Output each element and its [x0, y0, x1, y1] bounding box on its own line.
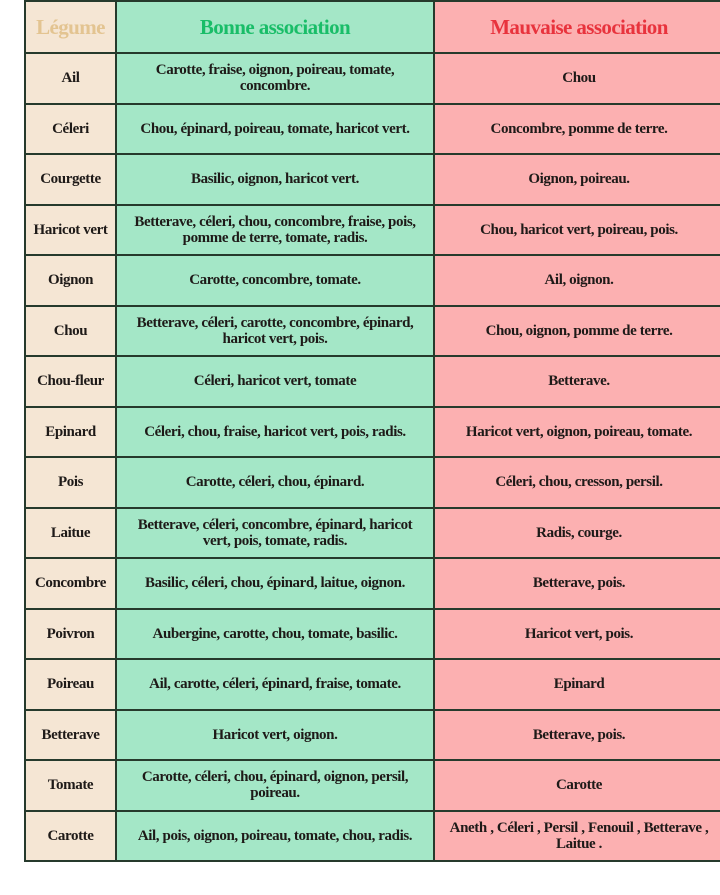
header-row	[25, 1, 720, 53]
table-row	[25, 356, 720, 407]
good-association-cell: Haricot vert, oignon.	[116, 710, 434, 761]
table-row	[25, 255, 720, 306]
table-row	[25, 154, 720, 205]
header-vegetable: Légume	[25, 1, 116, 53]
bad-association-cell: Aneth , Céleri , Persil , Fenouil , Betterave , Laitue .	[434, 811, 720, 862]
vegetable-cell: Pois	[25, 457, 116, 508]
header-good-association: Bonne association	[116, 1, 434, 53]
bad-association-cell: Haricot vert, oignon, poireau, tomate.	[434, 407, 720, 458]
bad-association-cell: Haricot vert, pois.	[434, 609, 720, 660]
table-row	[25, 306, 720, 357]
table-row	[25, 558, 720, 609]
vegetable-cell: Poivron	[25, 609, 116, 660]
table-row	[25, 407, 720, 458]
bad-association-cell: Chou, haricot vert, poireau, pois.	[434, 205, 720, 256]
table-row	[25, 457, 720, 508]
vegetable-cell: Chou-fleur	[25, 356, 116, 407]
bad-association-cell: Carotte	[434, 760, 720, 811]
vegetable-cell: Haricot vert	[25, 205, 116, 256]
good-association-cell: Chou, épinard, poireau, tomate, haricot vert.	[116, 104, 434, 155]
table-row	[25, 710, 720, 761]
bad-association-cell: Chou, oignon, pomme de terre.	[434, 306, 720, 357]
vegetable-cell: Carotte	[25, 811, 116, 862]
vegetable-cell: Poireau	[25, 659, 116, 710]
companion-planting-table	[24, 0, 720, 862]
table-row	[25, 659, 720, 710]
bad-association-cell: Radis, courge.	[434, 508, 720, 559]
good-association-cell: Carotte, fraise, oignon, poireau, tomate, concombre.	[116, 53, 434, 104]
table-row	[25, 760, 720, 811]
good-association-cell: Ail, carotte, céleri, épinard, fraise, tomate.	[116, 659, 434, 710]
table-row	[25, 205, 720, 256]
bad-association-cell: Concombre, pomme de terre.	[434, 104, 720, 155]
bad-association-cell: Betterave.	[434, 356, 720, 407]
good-association-cell: Carotte, concombre, tomate.	[116, 255, 434, 306]
table-row	[25, 53, 720, 104]
good-association-cell: Ail, pois, oignon, poireau, tomate, chou, radis.	[116, 811, 434, 862]
vegetable-cell: Ail	[25, 53, 116, 104]
table-row	[25, 811, 720, 862]
bad-association-cell: Betterave, pois.	[434, 558, 720, 609]
good-association-cell: Basilic, céleri, chou, épinard, laitue, oignon.	[116, 558, 434, 609]
bad-association-cell: Céleri, chou, cresson, persil.	[434, 457, 720, 508]
table-row	[25, 508, 720, 559]
good-association-cell: Basilic, oignon, haricot vert.	[116, 154, 434, 205]
vegetable-cell: Laitue	[25, 508, 116, 559]
vegetable-cell: Tomate	[25, 760, 116, 811]
good-association-cell: Carotte, céleri, chou, épinard.	[116, 457, 434, 508]
vegetable-cell: Betterave	[25, 710, 116, 761]
header-bad-association: Mauvaise association	[434, 1, 720, 53]
good-association-cell: Céleri, chou, fraise, haricot vert, pois, radis.	[116, 407, 434, 458]
table-row	[25, 104, 720, 155]
vegetable-cell: Chou	[25, 306, 116, 357]
good-association-cell: Betterave, céleri, carotte, concombre, épinard, haricot vert, pois.	[116, 306, 434, 357]
vegetable-cell: Courgette	[25, 154, 116, 205]
good-association-cell: Aubergine, carotte, chou, tomate, basilic.	[116, 609, 434, 660]
vegetable-cell: Céleri	[25, 104, 116, 155]
good-association-cell: Céleri, haricot vert, tomate	[116, 356, 434, 407]
vegetable-cell: Epinard	[25, 407, 116, 458]
bad-association-cell: Ail, oignon.	[434, 255, 720, 306]
bad-association-cell: Chou	[434, 53, 720, 104]
vegetable-cell: Concombre	[25, 558, 116, 609]
vegetable-cell: Oignon	[25, 255, 116, 306]
good-association-cell: Betterave, céleri, chou, concombre, fraise, pois, pomme de terre, tomate, radis.	[116, 205, 434, 256]
good-association-cell: Betterave, céleri, concombre, épinard, haricot vert, pois, tomate, radis.	[116, 508, 434, 559]
bad-association-cell: Oignon, poireau.	[434, 154, 720, 205]
bad-association-cell: Epinard	[434, 659, 720, 710]
bad-association-cell: Betterave, pois.	[434, 710, 720, 761]
table-row	[25, 609, 720, 660]
good-association-cell: Carotte, céleri, chou, épinard, oignon, persil, poireau.	[116, 760, 434, 811]
